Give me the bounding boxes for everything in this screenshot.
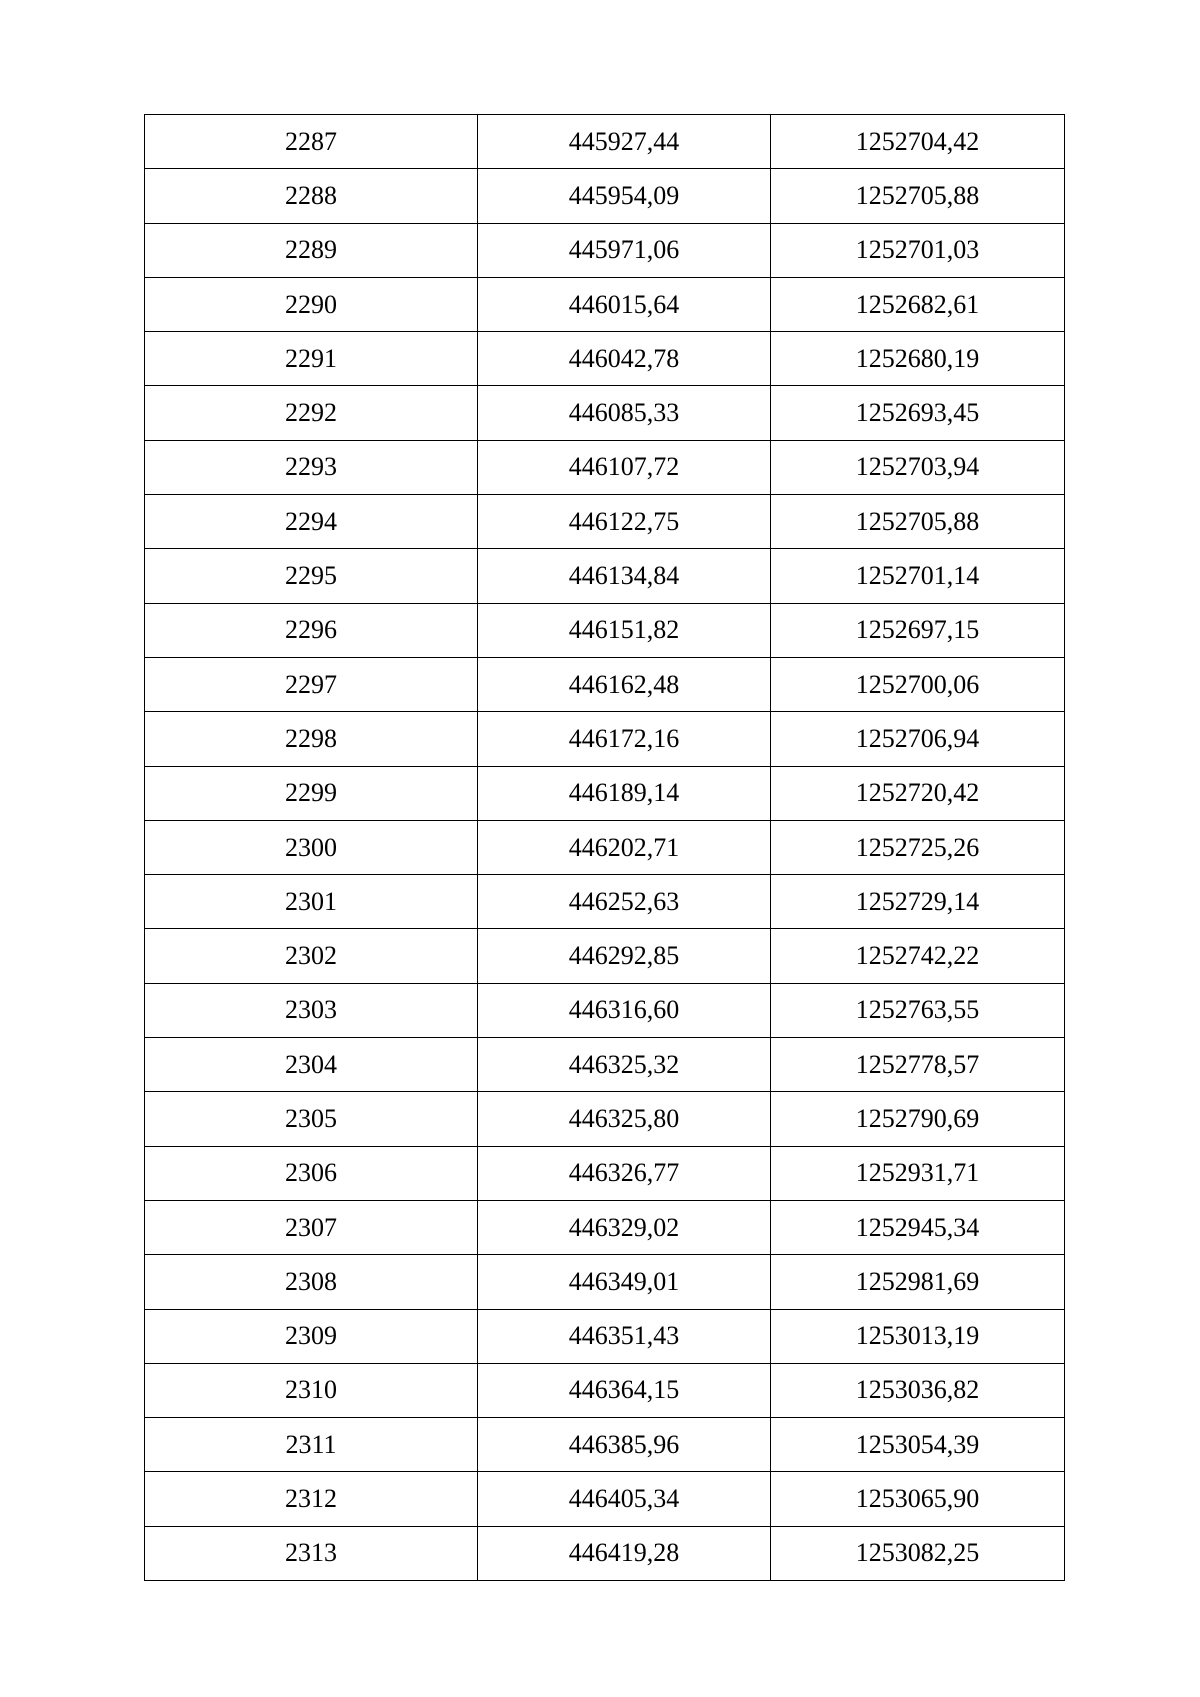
x-coordinate-cell: 446162,48 (478, 657, 771, 711)
y-coordinate-cell: 1252981,69 (771, 1255, 1065, 1309)
table-row (145, 820, 1065, 874)
point-number-cell: 2295 (145, 549, 478, 603)
x-coordinate-cell: 446351,43 (478, 1309, 771, 1363)
x-coordinate-cell: 446385,96 (478, 1418, 771, 1472)
table-row (145, 1200, 1065, 1254)
point-number-cell: 2299 (145, 766, 478, 820)
table-row (145, 1472, 1065, 1526)
point-number-cell: 2292 (145, 386, 478, 440)
table-row (145, 603, 1065, 657)
x-coordinate-cell: 446085,33 (478, 386, 771, 440)
y-coordinate-cell: 1252682,61 (771, 277, 1065, 331)
table-row (145, 875, 1065, 929)
point-number-cell: 2302 (145, 929, 478, 983)
point-number-cell: 2290 (145, 277, 478, 331)
table-row (145, 983, 1065, 1037)
x-coordinate-cell: 446172,16 (478, 712, 771, 766)
x-coordinate-cell: 446202,71 (478, 820, 771, 874)
y-coordinate-cell: 1252697,15 (771, 603, 1065, 657)
y-coordinate-cell: 1252703,94 (771, 440, 1065, 494)
point-number-cell: 2309 (145, 1309, 478, 1363)
x-coordinate-cell: 446364,15 (478, 1363, 771, 1417)
point-number-cell: 2298 (145, 712, 478, 766)
y-coordinate-cell: 1252720,42 (771, 766, 1065, 820)
x-coordinate-cell: 446419,28 (478, 1526, 771, 1580)
x-coordinate-cell: 446325,32 (478, 1038, 771, 1092)
x-coordinate-cell: 445927,44 (478, 115, 771, 169)
point-number-cell: 2313 (145, 1526, 478, 1580)
x-coordinate-cell: 446134,84 (478, 549, 771, 603)
x-coordinate-cell: 446252,63 (478, 875, 771, 929)
x-coordinate-cell: 445971,06 (478, 223, 771, 277)
x-coordinate-cell: 446325,80 (478, 1092, 771, 1146)
y-coordinate-cell: 1252705,88 (771, 495, 1065, 549)
y-coordinate-cell: 1253036,82 (771, 1363, 1065, 1417)
point-number-cell: 2303 (145, 983, 478, 1037)
y-coordinate-cell: 1252725,26 (771, 820, 1065, 874)
y-coordinate-cell: 1252778,57 (771, 1038, 1065, 1092)
y-coordinate-cell: 1253013,19 (771, 1309, 1065, 1363)
table-row (145, 223, 1065, 277)
x-coordinate-cell: 446107,72 (478, 440, 771, 494)
table-row (145, 766, 1065, 820)
y-coordinate-cell: 1252705,88 (771, 169, 1065, 223)
table-row (145, 712, 1065, 766)
point-number-cell: 2305 (145, 1092, 478, 1146)
point-number-cell: 2288 (145, 169, 478, 223)
table-row (145, 1038, 1065, 1092)
x-coordinate-cell: 446151,82 (478, 603, 771, 657)
y-coordinate-cell: 1253054,39 (771, 1418, 1065, 1472)
y-coordinate-cell: 1252763,55 (771, 983, 1065, 1037)
y-coordinate-cell: 1252693,45 (771, 386, 1065, 440)
y-coordinate-cell: 1252790,69 (771, 1092, 1065, 1146)
y-coordinate-cell: 1252706,94 (771, 712, 1065, 766)
y-coordinate-cell: 1252701,03 (771, 223, 1065, 277)
point-number-cell: 2300 (145, 820, 478, 874)
table-row (145, 169, 1065, 223)
table-row (145, 549, 1065, 603)
x-coordinate-cell: 446326,77 (478, 1146, 771, 1200)
point-number-cell: 2304 (145, 1038, 478, 1092)
y-coordinate-cell: 1252931,71 (771, 1146, 1065, 1200)
y-coordinate-cell: 1252680,19 (771, 332, 1065, 386)
table-row (145, 1418, 1065, 1472)
table-row (145, 440, 1065, 494)
table-row (145, 657, 1065, 711)
x-coordinate-cell: 446349,01 (478, 1255, 771, 1309)
x-coordinate-cell: 446292,85 (478, 929, 771, 983)
table-row (145, 1309, 1065, 1363)
table-row (145, 277, 1065, 331)
point-number-cell: 2296 (145, 603, 478, 657)
y-coordinate-cell: 1252945,34 (771, 1200, 1065, 1254)
y-coordinate-cell: 1252742,22 (771, 929, 1065, 983)
y-coordinate-cell: 1253082,25 (771, 1526, 1065, 1580)
coordinates-table (144, 114, 1065, 1581)
point-number-cell: 2307 (145, 1200, 478, 1254)
y-coordinate-cell: 1252704,42 (771, 115, 1065, 169)
x-coordinate-cell: 445954,09 (478, 169, 771, 223)
x-coordinate-cell: 446316,60 (478, 983, 771, 1037)
x-coordinate-cell: 446405,34 (478, 1472, 771, 1526)
table-row (145, 332, 1065, 386)
point-number-cell: 2301 (145, 875, 478, 929)
table-row (145, 1092, 1065, 1146)
point-number-cell: 2311 (145, 1418, 478, 1472)
x-coordinate-cell: 446122,75 (478, 495, 771, 549)
point-number-cell: 2291 (145, 332, 478, 386)
point-number-cell: 2293 (145, 440, 478, 494)
table-row (145, 386, 1065, 440)
point-number-cell: 2289 (145, 223, 478, 277)
point-number-cell: 2306 (145, 1146, 478, 1200)
y-coordinate-cell: 1252701,14 (771, 549, 1065, 603)
table-row (145, 495, 1065, 549)
table-row (145, 1146, 1065, 1200)
table-row (145, 1255, 1065, 1309)
point-number-cell: 2297 (145, 657, 478, 711)
point-number-cell: 2308 (145, 1255, 478, 1309)
point-number-cell: 2294 (145, 495, 478, 549)
x-coordinate-cell: 446042,78 (478, 332, 771, 386)
point-number-cell: 2310 (145, 1363, 478, 1417)
table-row (145, 1363, 1065, 1417)
x-coordinate-cell: 446015,64 (478, 277, 771, 331)
x-coordinate-cell: 446189,14 (478, 766, 771, 820)
table-row (145, 929, 1065, 983)
point-number-cell: 2312 (145, 1472, 478, 1526)
point-number-cell: 2287 (145, 115, 478, 169)
table-row (145, 115, 1065, 169)
y-coordinate-cell: 1253065,90 (771, 1472, 1065, 1526)
y-coordinate-cell: 1252700,06 (771, 657, 1065, 711)
table-row (145, 1526, 1065, 1580)
y-coordinate-cell: 1252729,14 (771, 875, 1065, 929)
coordinates-table-body (145, 115, 1065, 1581)
x-coordinate-cell: 446329,02 (478, 1200, 771, 1254)
